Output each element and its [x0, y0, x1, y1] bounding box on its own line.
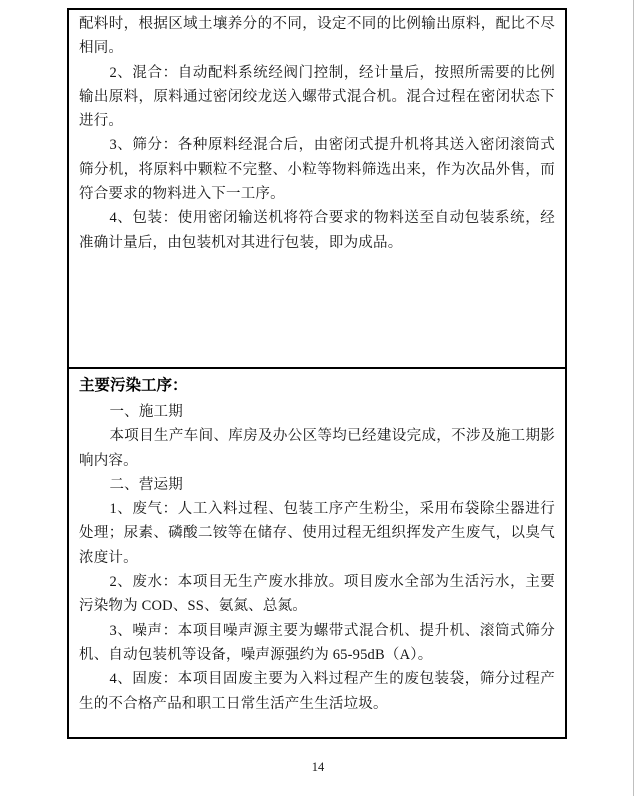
- pollution-section-heading: 主要污染工序：: [79, 377, 188, 394]
- pollution-paragraph-construction-detail: 本项目生产车间、库房及办公区等均已经建设完成，不涉及施工期影响内容。: [79, 428, 555, 469]
- process-paragraph-continuation: 配料时，根据区域土壤养分的不同，设定不同的比例输出原料，配比不尽相同。: [79, 16, 555, 57]
- pollution-paragraph-noise: 3、噪声：本项目噪声源主要为螺带式混合机、提升机、滚筒式筛分机、自动包装机等设备，噪声源强约为 65-95dB（A）。: [79, 622, 555, 663]
- pollution-paragraph-construction-period: 一、施工期: [109, 404, 183, 420]
- pollution-paragraph-waste-water: 2、废水：本项目无生产废水排放。项目废水全部为生活污水，主要污染物为 COD、SS、氨氮、总氮。: [79, 574, 555, 615]
- pollution-paragraph-waste-gas: 1、废气：人工入料过程、包装工序产生粉尘，采用布袋除尘器进行处理；尿素、磷酸二铵等在储存、使用过程无组织挥发产生废气，以臭气浓度计。: [79, 501, 555, 566]
- process-paragraph-screening: 3、筛分：各种原料经混合后，由密闭式提升机将其送入密闭滚筒式筛分机，将原料中颗粒不完整、小粒等物料筛选出来，作为次品外售，而符合要求的物料进入下一工序。: [79, 137, 555, 203]
- pollution-paragraph-operation-period: 二、营运期: [109, 476, 183, 493]
- pollution-process-cell: [67, 367, 567, 739]
- process-paragraph-packaging: 4、包装：使用密闭输送机将符合要求的物料送至自动包装系统，经准确计量后，由包装机对其进行包装，即为成品。: [79, 210, 555, 251]
- production-process-cell: [67, 8, 567, 369]
- page-edge-divider: [633, 0, 634, 796]
- process-paragraph-mixing: 2、混合：自动配料系统经阀门控制，经计量后，按照所需要的比例输出原料，原料通过密闭绞龙送入螺带式混合机。混合过程在密闭状态下进行。: [79, 64, 555, 130]
- document-table: [67, 8, 567, 739]
- page-number: 14: [311, 760, 325, 774]
- pollution-paragraph-solid-waste: 4、固废：本项目固废主要为入料过程产生的废包装袋，筛分过程产生的不合格产品和职工日常生活产生生活垃圾。: [79, 671, 555, 712]
